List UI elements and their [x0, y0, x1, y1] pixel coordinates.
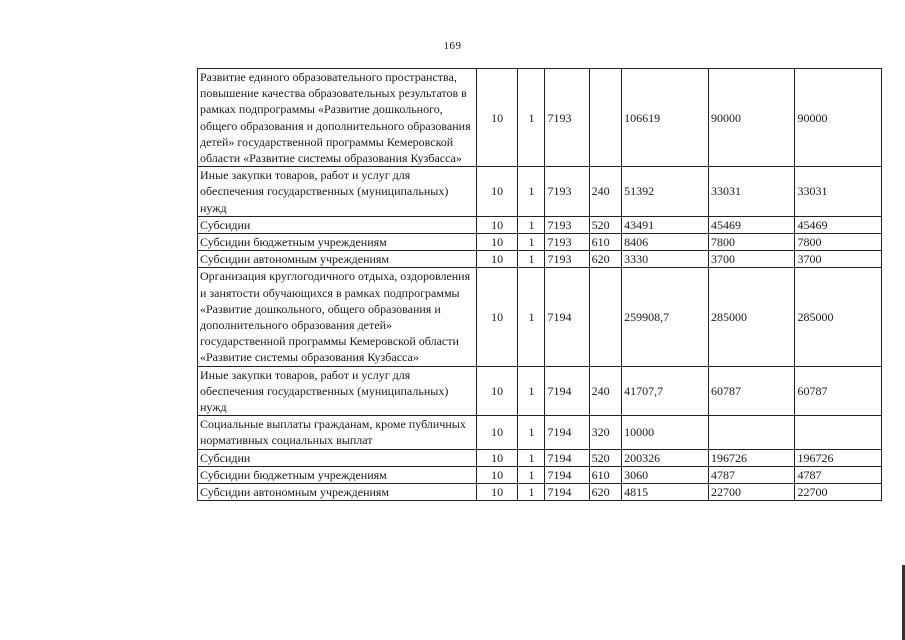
- article-code-cell: 7193: [545, 167, 589, 217]
- amount-year3-cell: 33031: [795, 167, 882, 217]
- table-row: [198, 251, 882, 268]
- article-code-cell: 7194: [545, 366, 589, 416]
- amount-year2-cell: 7800: [709, 234, 795, 251]
- amount-year1-cell: 259908,7: [622, 268, 709, 366]
- page-number: 169: [443, 40, 462, 52]
- expense-kind-cell: 620: [589, 251, 621, 268]
- table-row: [198, 416, 882, 449]
- subsection-code-cell: 1: [518, 69, 545, 167]
- expense-kind-cell: 610: [589, 466, 621, 483]
- section-code-cell: 10: [476, 449, 518, 466]
- article-code-cell: 7194: [545, 268, 589, 366]
- amount-year3-cell: 196726: [795, 449, 882, 466]
- expense-kind-cell: 320: [589, 416, 621, 449]
- expense-kind-cell: 240: [589, 167, 621, 217]
- row-name-cell: Субсидии: [198, 216, 477, 233]
- section-code-cell: 10: [476, 216, 518, 233]
- section-code-cell: 10: [476, 484, 518, 501]
- expense-kind-cell: 620: [589, 484, 621, 501]
- amount-year1-cell: 10000: [622, 416, 709, 449]
- expense-kind-cell: 610: [589, 234, 621, 251]
- row-name-cell: Развитие единого образовательного пространства, повышение качества образовательных результатов в рамках подпрограммы «Развитие дошкольного, общего образования и дополнительного образования детей» государственной программы Кемеровской области «Развитие системы образования Кузбасса»: [198, 69, 477, 167]
- amount-year1-cell: 43491: [622, 216, 709, 233]
- section-code-cell: 10: [476, 69, 518, 167]
- article-code-cell: 7193: [545, 234, 589, 251]
- row-name-cell: Субсидии: [198, 449, 477, 466]
- amount-year3-cell: 22700: [795, 484, 882, 501]
- row-name-cell: Социальные выплаты гражданам, кроме публичных нормативных социальных выплат: [198, 416, 477, 449]
- subsection-code-cell: 1: [518, 251, 545, 268]
- amount-year2-cell: [709, 416, 795, 449]
- amount-year3-cell: 90000: [795, 69, 882, 167]
- row-name-cell: Организация круглогодичного отдыха, оздоровления и занятости обучающихся в рамках подпрограммы «Развитие дошкольного, общего образования и дополнительного образования детей» государственной программы Кемеровской области «Развитие системы образования Кузбасса»: [198, 268, 477, 366]
- section-code-cell: 10: [476, 466, 518, 483]
- amount-year2-cell: 4787: [709, 466, 795, 483]
- amount-year3-cell: [795, 416, 882, 449]
- table-row: [198, 167, 882, 217]
- amount-year2-cell: 285000: [709, 268, 795, 366]
- table-row: [198, 466, 882, 483]
- amount-year2-cell: 33031: [709, 167, 795, 217]
- subsection-code-cell: 1: [518, 484, 545, 501]
- amount-year3-cell: 285000: [795, 268, 882, 366]
- subsection-code-cell: 1: [518, 466, 545, 483]
- amount-year2-cell: 60787: [709, 366, 795, 416]
- row-name-cell: Субсидии автономным учреждениям: [198, 251, 477, 268]
- article-code-cell: 7194: [545, 416, 589, 449]
- amount-year3-cell: 4787: [795, 466, 882, 483]
- subsection-code-cell: 1: [518, 366, 545, 416]
- section-code-cell: 10: [476, 416, 518, 449]
- amount-year1-cell: 51392: [622, 167, 709, 217]
- row-name-cell: Иные закупки товаров, работ и услуг для обеспечения государственных (муниципальных) нужд: [198, 167, 477, 217]
- amount-year3-cell: 7800: [795, 234, 882, 251]
- amount-year2-cell: 3700: [709, 251, 795, 268]
- subsection-code-cell: 1: [518, 216, 545, 233]
- expense-kind-cell: [589, 268, 621, 366]
- section-code-cell: 10: [476, 366, 518, 416]
- section-code-cell: 10: [476, 167, 518, 217]
- amount-year1-cell: 4815: [622, 484, 709, 501]
- subsection-code-cell: 1: [518, 449, 545, 466]
- article-code-cell: 7194: [545, 484, 589, 501]
- table-row: [198, 216, 882, 233]
- amount-year2-cell: 90000: [709, 69, 795, 167]
- amount-year2-cell: 22700: [709, 484, 795, 501]
- amount-year2-cell: 45469: [709, 216, 795, 233]
- table-row: [198, 449, 882, 466]
- table-row: [198, 268, 882, 366]
- amount-year1-cell: 106619: [622, 69, 709, 167]
- table-row: [198, 234, 882, 251]
- amount-year1-cell: 41707,7: [622, 366, 709, 416]
- expense-kind-cell: 520: [589, 449, 621, 466]
- section-code-cell: 10: [476, 234, 518, 251]
- section-code-cell: 10: [476, 268, 518, 366]
- article-code-cell: 7193: [545, 251, 589, 268]
- amount-year1-cell: 3060: [622, 466, 709, 483]
- row-name-cell: Иные закупки товаров, работ и услуг для обеспечения государственных (муниципальных) нужд: [198, 366, 477, 416]
- expense-kind-cell: 520: [589, 216, 621, 233]
- row-name-cell: Субсидии автономным учреждениям: [198, 484, 477, 501]
- section-code-cell: 10: [476, 251, 518, 268]
- expense-kind-cell: [589, 69, 621, 167]
- table-row: [198, 69, 882, 167]
- subsection-code-cell: 1: [518, 167, 545, 217]
- amount-year2-cell: 196726: [709, 449, 795, 466]
- amount-year3-cell: 3700: [795, 251, 882, 268]
- table-row: [198, 484, 882, 501]
- subsection-code-cell: 1: [518, 416, 545, 449]
- budget-table: [197, 68, 882, 501]
- amount-year3-cell: 60787: [795, 366, 882, 416]
- amount-year3-cell: 45469: [795, 216, 882, 233]
- amount-year1-cell: 8406: [622, 234, 709, 251]
- row-name-cell: Субсидии бюджетным учреждениям: [198, 234, 477, 251]
- row-name-cell: Субсидии бюджетным учреждениям: [198, 466, 477, 483]
- article-code-cell: 7194: [545, 449, 589, 466]
- table-row: [198, 366, 882, 416]
- subsection-code-cell: 1: [518, 268, 545, 366]
- amount-year1-cell: 200326: [622, 449, 709, 466]
- amount-year1-cell: 3330: [622, 251, 709, 268]
- article-code-cell: 7193: [545, 216, 589, 233]
- article-code-cell: 7193: [545, 69, 589, 167]
- article-code-cell: 7194: [545, 466, 589, 483]
- expense-kind-cell: 240: [589, 366, 621, 416]
- subsection-code-cell: 1: [518, 234, 545, 251]
- budget-table-body: [198, 69, 882, 501]
